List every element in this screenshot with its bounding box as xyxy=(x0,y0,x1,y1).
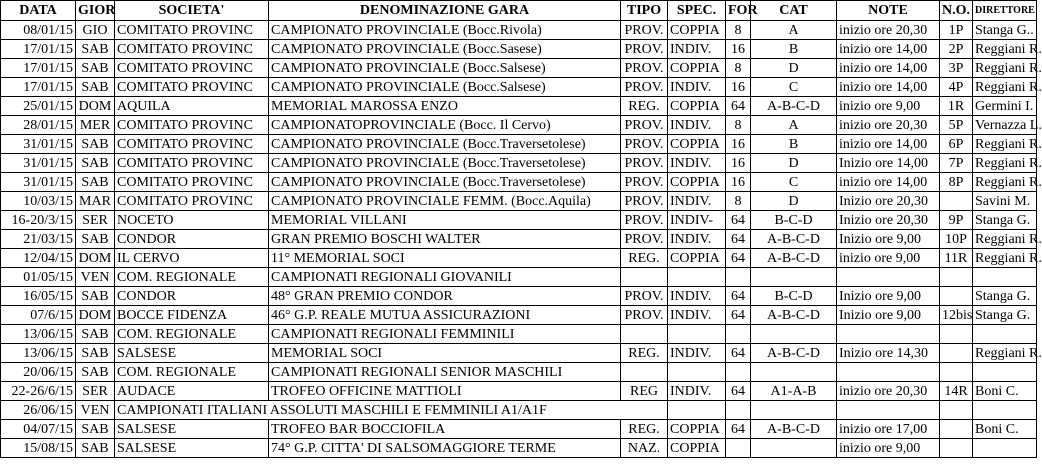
cell-society: SALSESE xyxy=(115,420,269,439)
cell-formations: 64 xyxy=(726,382,751,401)
cell-order-number: 7P xyxy=(940,154,973,173)
cell-category: A-B-C-D xyxy=(751,420,837,439)
table-row xyxy=(1,135,1037,154)
cell-formations: 16 xyxy=(726,173,751,192)
cell-director: Stanga G. xyxy=(973,306,1037,325)
cell-society: COMITATO PROVINC xyxy=(115,135,269,154)
cell-director: Boni C. xyxy=(973,382,1037,401)
cell-society: IL CERVO xyxy=(115,249,269,268)
cell-notes: inizio ore 14,00 xyxy=(837,173,940,192)
cell-date: 28/01/15 xyxy=(1,116,76,135)
cell-order-number: 1R xyxy=(940,97,973,116)
cell-day: MER xyxy=(76,116,115,135)
table-row xyxy=(1,344,1037,363)
table-row xyxy=(1,116,1037,135)
cell-type: PROV. xyxy=(621,116,668,135)
cell-category: D xyxy=(751,192,837,211)
cell-event-name: MEMORIAL MAROSSA ENZO xyxy=(269,97,621,116)
cell-director: Reggiani R. xyxy=(973,59,1037,78)
table-row xyxy=(1,78,1037,97)
cell-date: 12/04/15 xyxy=(1,249,76,268)
header-numero-ordine: N.O. xyxy=(940,1,973,21)
cell-day: SAB xyxy=(76,59,115,78)
cell-director: Boni C. xyxy=(973,420,1037,439)
cell-notes: Inizio ore 14,00 xyxy=(837,154,940,173)
cell-empty xyxy=(837,401,940,420)
cell-notes: inizio ore 17,00 xyxy=(837,420,940,439)
table-row xyxy=(1,382,1037,401)
cell-specialty: COPPIA xyxy=(668,173,726,192)
cell-order-number: 4P xyxy=(940,78,973,97)
cell-type: PROV. xyxy=(621,192,668,211)
cell-category: A-B-C-D xyxy=(751,344,837,363)
cell-type: PROV. xyxy=(621,40,668,59)
cell-day: SAB xyxy=(76,230,115,249)
cell-type: REG. xyxy=(621,420,668,439)
cell-notes xyxy=(837,268,940,287)
cell-event-name: 46° G.P. REALE MUTUA ASSICURAZIONI xyxy=(269,306,621,325)
header-tipo: TIPO xyxy=(621,1,668,21)
cell-event-name: CAMPIONATI REGIONALI SENIOR MASCHILI xyxy=(269,363,621,382)
cell-specialty: INDIV. xyxy=(668,287,726,306)
cell-notes: Inizio ore 20,30 xyxy=(837,211,940,230)
cell-notes: inizio ore 20,30 xyxy=(837,382,940,401)
cell-formations: 64 xyxy=(726,249,751,268)
cell-event-name: CAMPIONATOPROVINCIALE (Bocc. Il Cervo) xyxy=(269,116,621,135)
cell-event-name: CAMPIONATI REGIONALI GIOVANILI xyxy=(269,268,621,287)
cell-category xyxy=(751,325,837,344)
cell-category: C xyxy=(751,78,837,97)
cell-date: 17/01/15 xyxy=(1,59,76,78)
cell-order-number xyxy=(940,192,973,211)
table-row xyxy=(1,40,1037,59)
cell-type xyxy=(621,363,668,382)
cell-director: Stanga G.. xyxy=(973,21,1037,40)
cell-type xyxy=(621,325,668,344)
header-formazioni: FOR xyxy=(726,1,751,21)
cell-event-name: CAMPIONATO PROVINCIALE (Bocc.Salsese) xyxy=(269,59,621,78)
table-row xyxy=(1,21,1037,40)
cell-society: NOCETO xyxy=(115,211,269,230)
cell-notes: inizio ore 20,30 xyxy=(837,116,940,135)
cell-formations: 8 xyxy=(726,116,751,135)
cell-type: PROV. xyxy=(621,173,668,192)
cell-specialty: COPPIA xyxy=(668,21,726,40)
cell-notes: Inizio ore 14,30 xyxy=(837,344,940,363)
cell-type: PROV. xyxy=(621,230,668,249)
cell-specialty: COPPIA xyxy=(668,420,726,439)
cell-empty xyxy=(668,401,726,420)
cell-type: REG xyxy=(621,382,668,401)
cell-director: Savini M. xyxy=(973,192,1037,211)
cell-specialty: INDIV. xyxy=(668,40,726,59)
cell-specialty xyxy=(668,268,726,287)
table-row xyxy=(1,306,1037,325)
cell-day: SAB xyxy=(76,439,115,458)
cell-type: PROV. xyxy=(621,21,668,40)
cell-notes: Inizio ore 20,30 xyxy=(837,192,940,211)
cell-day: DOM xyxy=(76,97,115,116)
cell-notes: Inizio ore 9,00 xyxy=(837,306,940,325)
cell-order-number: 8P xyxy=(940,173,973,192)
table-row xyxy=(1,154,1037,173)
cell-specialty: INDIV. xyxy=(668,154,726,173)
cell-society: AQUILA xyxy=(115,97,269,116)
cell-specialty xyxy=(668,363,726,382)
table-row xyxy=(1,401,1037,420)
cell-director: Stanga G. xyxy=(973,287,1037,306)
cell-date: 07/6/15 xyxy=(1,306,76,325)
cell-event-name: CAMPIONATO PROVINCIALE (Bocc.Traversetolese) xyxy=(269,135,621,154)
cell-type xyxy=(621,268,668,287)
cell-day: SER xyxy=(76,382,115,401)
cell-date: 17/01/15 xyxy=(1,40,76,59)
cell-category: C xyxy=(751,173,837,192)
cell-director: Vernazza L. xyxy=(973,116,1037,135)
cell-category: B xyxy=(751,40,837,59)
cell-specialty: COPPIA xyxy=(668,439,726,458)
cell-formations: 64 xyxy=(726,287,751,306)
cell-order-number: 6P xyxy=(940,135,973,154)
cell-society: BOCCE FIDENZA xyxy=(115,306,269,325)
header-denominazione: DENOMINAZIONE GARA xyxy=(269,1,621,21)
cell-specialty: COPPIA xyxy=(668,97,726,116)
cell-category xyxy=(751,268,837,287)
cell-director: Reggiani R. xyxy=(973,249,1037,268)
cell-director: Germini I. xyxy=(973,97,1037,116)
cell-day: SAB xyxy=(76,40,115,59)
cell-specialty: INDIV. xyxy=(668,344,726,363)
header-cat: CAT xyxy=(751,1,837,21)
cell-director xyxy=(973,363,1037,382)
cell-notes: Inizio ore 9,00 xyxy=(837,230,940,249)
cell-society: SALSESE xyxy=(115,344,269,363)
cell-event-name: GRAN PREMIO BOSCHI WALTER xyxy=(269,230,621,249)
cell-formations: 8 xyxy=(726,59,751,78)
cell-order-number: 3P xyxy=(940,59,973,78)
cell-type: REG. xyxy=(621,97,668,116)
cell-specialty: COPPIA xyxy=(668,249,726,268)
cell-category: A-B-C-D xyxy=(751,306,837,325)
cell-category: A xyxy=(751,21,837,40)
table-row xyxy=(1,211,1037,230)
cell-day: SAB xyxy=(76,173,115,192)
cell-category: A1-A-B xyxy=(751,382,837,401)
cell-date: 10/03/15 xyxy=(1,192,76,211)
cell-order-number xyxy=(940,325,973,344)
cell-notes: Inizio ore 9,00 xyxy=(837,287,940,306)
cell-society: COM. REGIONALE xyxy=(115,363,269,382)
cell-society: COMITATO PROVINC xyxy=(115,154,269,173)
cell-society: COMITATO PROVINC xyxy=(115,40,269,59)
cell-event-name: MEMORIAL SOCI xyxy=(269,344,621,363)
cell-notes: inizio ore 14,00 xyxy=(837,78,940,97)
cell-formations xyxy=(726,268,751,287)
cell-specialty: INDIV. xyxy=(668,230,726,249)
cell-event-name: CAMPIONATI REGIONALI FEMMINILI xyxy=(269,325,621,344)
cell-director: Reggiani R. xyxy=(973,230,1037,249)
cell-society: COMITATO PROVINC xyxy=(115,192,269,211)
cell-event-name: TROFEO OFFICINE MATTIOLI xyxy=(269,382,621,401)
cell-specialty: INDIV. xyxy=(668,382,726,401)
cell-day: SAB xyxy=(76,363,115,382)
cell-order-number: 1P xyxy=(940,21,973,40)
cell-date: 16-20/3/15 xyxy=(1,211,76,230)
cell-specialty: INDIV- xyxy=(668,211,726,230)
cell-category xyxy=(751,363,837,382)
cell-society: CONDOR xyxy=(115,230,269,249)
cell-type: PROV. xyxy=(621,78,668,97)
cell-day: DOM xyxy=(76,249,115,268)
cell-notes xyxy=(837,363,940,382)
table-row xyxy=(1,268,1037,287)
table-row xyxy=(1,192,1037,211)
cell-order-number: 5P xyxy=(940,116,973,135)
cell-formations: 64 xyxy=(726,306,751,325)
cell-category: A-B-C-D xyxy=(751,249,837,268)
cell-order-number: 9P xyxy=(940,211,973,230)
cell-event-name: CAMPIONATO PROVINCIALE (Bocc.Salsese) xyxy=(269,78,621,97)
cell-event-name: TROFEO BAR BOCCIOFILA xyxy=(269,420,621,439)
cell-formations: 16 xyxy=(726,40,751,59)
cell-notes: inizio ore 20,30 xyxy=(837,21,940,40)
cell-date: 31/01/15 xyxy=(1,135,76,154)
cell-day: VEN xyxy=(76,401,115,420)
cell-specialty: INDIV. xyxy=(668,192,726,211)
cell-category xyxy=(751,439,837,458)
cell-empty xyxy=(726,401,751,420)
cell-day: SAB xyxy=(76,287,115,306)
cell-director xyxy=(973,268,1037,287)
cell-formations: 16 xyxy=(726,135,751,154)
cell-order-number: 12bis xyxy=(940,306,973,325)
cell-merged-event: CAMPIONATI ITALIANI ASSOLUTI MASCHILI E FEMMINILI A1/A1F xyxy=(115,401,668,420)
cell-formations: 8 xyxy=(726,192,751,211)
table-row xyxy=(1,439,1037,458)
cell-type: NAZ. xyxy=(621,439,668,458)
cell-day: DOM xyxy=(76,306,115,325)
cell-specialty: INDIV. xyxy=(668,78,726,97)
cell-date: 16/05/15 xyxy=(1,287,76,306)
cell-notes: inizio ore 14,00 xyxy=(837,59,940,78)
header-spec: SPEC. xyxy=(668,1,726,21)
header-data: DATA xyxy=(1,1,76,21)
cell-event-name: CAMPIONATO PROVINCIALE FEMM. (Bocc.Aquila) xyxy=(269,192,621,211)
cell-formations xyxy=(726,439,751,458)
cell-order-number: 14R xyxy=(940,382,973,401)
cell-formations: 16 xyxy=(726,154,751,173)
cell-type: PROV. xyxy=(621,135,668,154)
cell-director: Reggiani R. xyxy=(973,40,1037,59)
cell-society: SALSESE xyxy=(115,439,269,458)
cell-formations: 64 xyxy=(726,230,751,249)
cell-formations: 64 xyxy=(726,344,751,363)
header-giorno: GIOR xyxy=(76,1,115,21)
cell-notes: inizio ore 9,00 xyxy=(837,249,940,268)
cell-type: REG. xyxy=(621,249,668,268)
cell-date: 08/01/15 xyxy=(1,21,76,40)
cell-director: Reggiani R. xyxy=(973,344,1037,363)
cell-notes: inizio ore 14,00 xyxy=(837,40,940,59)
cell-event-name: CAMPIONATO PROVINCIALE (Bocc.Sasese) xyxy=(269,40,621,59)
cell-specialty: COPPIA xyxy=(668,135,726,154)
cell-director: Stanga G. xyxy=(973,211,1037,230)
cell-notes xyxy=(837,325,940,344)
cell-order-number xyxy=(940,439,973,458)
table-row xyxy=(1,59,1037,78)
cell-type: PROV. xyxy=(621,154,668,173)
cell-category: D xyxy=(751,59,837,78)
cell-category: B-C-D xyxy=(751,211,837,230)
header-direttore: DIRETTORE xyxy=(973,1,1037,21)
cell-category: B-C-D xyxy=(751,287,837,306)
cell-society: COMITATO PROVINC xyxy=(115,116,269,135)
cell-day: SAB xyxy=(76,325,115,344)
cell-order-number xyxy=(940,363,973,382)
cell-type: REG. xyxy=(621,344,668,363)
cell-director: Reggiani R. xyxy=(973,173,1037,192)
cell-date: 01/05/15 xyxy=(1,268,76,287)
cell-event-name: MEMORIAL VILLANI xyxy=(269,211,621,230)
cell-society: CONDOR xyxy=(115,287,269,306)
cell-category: D xyxy=(751,154,837,173)
cell-formations xyxy=(726,363,751,382)
cell-director: Reggiani R. xyxy=(973,135,1037,154)
cell-empty xyxy=(940,401,973,420)
cell-date: 04/07/15 xyxy=(1,420,76,439)
cell-notes: inizio ore 9,00 xyxy=(837,439,940,458)
cell-specialty: COPPIA xyxy=(668,59,726,78)
table-row xyxy=(1,325,1037,344)
cell-director: Reggiani R. xyxy=(973,78,1037,97)
header-row xyxy=(1,1,1037,21)
cell-date: 22-26/6/15 xyxy=(1,382,76,401)
cell-day: SAB xyxy=(76,344,115,363)
cell-type: PROV. xyxy=(621,59,668,78)
cell-society: COM. REGIONALE xyxy=(115,268,269,287)
cell-date: 21/03/15 xyxy=(1,230,76,249)
cell-date: 13/06/15 xyxy=(1,344,76,363)
cell-day: SER xyxy=(76,211,115,230)
table-row xyxy=(1,287,1037,306)
cell-date: 25/01/15 xyxy=(1,97,76,116)
cell-specialty: INDIV. xyxy=(668,116,726,135)
cell-director xyxy=(973,325,1037,344)
cell-order-number: 2P xyxy=(940,40,973,59)
table-row xyxy=(1,363,1037,382)
cell-date: 20/06/15 xyxy=(1,363,76,382)
cell-category: A-B-C-D xyxy=(751,230,837,249)
cell-director: Reggiani R. xyxy=(973,154,1037,173)
cell-type: PROV. xyxy=(621,306,668,325)
cell-order-number xyxy=(940,268,973,287)
cell-date: 13/06/15 xyxy=(1,325,76,344)
table-row xyxy=(1,173,1037,192)
cell-formations: 8 xyxy=(726,21,751,40)
cell-order-number: 10P xyxy=(940,230,973,249)
cell-formations: 64 xyxy=(726,420,751,439)
cell-event-name: CAMPIONATO PROVINCIALE (Bocc.Traversetolese) xyxy=(269,173,621,192)
cell-society: COMITATO PROVINC xyxy=(115,78,269,97)
cell-day: GIO xyxy=(76,21,115,40)
cell-specialty: INDIV. xyxy=(668,306,726,325)
cell-notes: inizio ore 9,00 xyxy=(837,97,940,116)
header-note: NOTE xyxy=(837,1,940,21)
cell-notes: inizio ore 14,00 xyxy=(837,135,940,154)
table-row xyxy=(1,230,1037,249)
cell-event-name: CAMPIONATO PROVINCIALE (Bocc.Traversetolese) xyxy=(269,154,621,173)
cell-order-number xyxy=(940,344,973,363)
cell-type: PROV. xyxy=(621,211,668,230)
table-row xyxy=(1,97,1037,116)
cell-day: SAB xyxy=(76,420,115,439)
cell-formations: 16 xyxy=(726,78,751,97)
cell-empty xyxy=(751,401,837,420)
cell-type: PROV. xyxy=(621,287,668,306)
cell-event-name: 11° MEMORIAL SOCI xyxy=(269,249,621,268)
cell-empty xyxy=(973,401,1037,420)
cell-society: COMITATO PROVINC xyxy=(115,21,269,40)
cell-order-number xyxy=(940,287,973,306)
table-row xyxy=(1,420,1037,439)
cell-formations: 64 xyxy=(726,97,751,116)
cell-society: COM. REGIONALE xyxy=(115,325,269,344)
table-row xyxy=(1,249,1037,268)
cell-date: 31/01/15 xyxy=(1,173,76,192)
header-societa: SOCIETA' xyxy=(115,1,269,21)
cell-category: A-B-C-D xyxy=(751,97,837,116)
cell-order-number xyxy=(940,420,973,439)
cell-event-name: 74° G.P. CITTA' DI SALSOMAGGIORE TERME xyxy=(269,439,621,458)
cell-event-name: 48° GRAN PREMIO CONDOR xyxy=(269,287,621,306)
cell-day: MAR xyxy=(76,192,115,211)
cell-day: SAB xyxy=(76,78,115,97)
cell-day: VEN xyxy=(76,268,115,287)
cell-day: SAB xyxy=(76,154,115,173)
cell-event-name: CAMPIONATO PROVINCIALE (Bocc.Rivola) xyxy=(269,21,621,40)
cell-society: AUDACE xyxy=(115,382,269,401)
cell-category: A xyxy=(751,116,837,135)
cell-category: B xyxy=(751,135,837,154)
cell-society: COMITATO PROVINC xyxy=(115,173,269,192)
cell-formations: 64 xyxy=(726,211,751,230)
cell-day: SAB xyxy=(76,135,115,154)
cell-date: 26/06/15 xyxy=(1,401,76,420)
cell-date: 31/01/15 xyxy=(1,154,76,173)
cell-director xyxy=(973,439,1037,458)
cell-date: 17/01/15 xyxy=(1,78,76,97)
cell-specialty xyxy=(668,325,726,344)
cell-formations xyxy=(726,325,751,344)
cell-order-number: 11R xyxy=(940,249,973,268)
cell-date: 15/08/15 xyxy=(1,439,76,458)
cell-society: COMITATO PROVINC xyxy=(115,59,269,78)
